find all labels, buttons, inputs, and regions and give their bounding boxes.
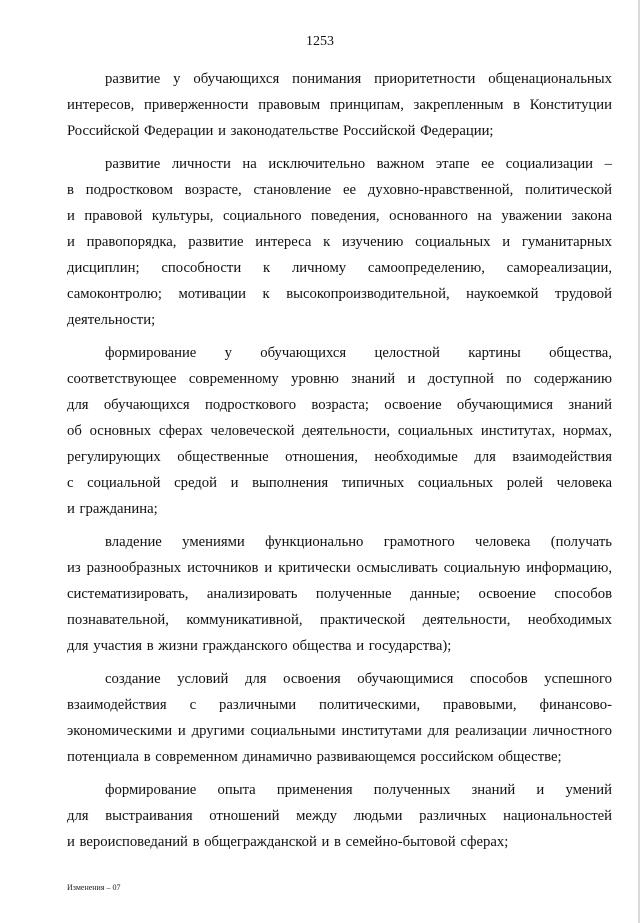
paragraph <box>67 151 612 333</box>
text-line: для участия в жизни гражданского общества и государства); <box>67 638 452 654</box>
paragraph <box>67 340 612 522</box>
paragraph <box>67 529 612 659</box>
text-line: с социальной средой и выполнения типичных социальных ролей человека <box>67 475 612 491</box>
text-line: формирование у обучающихся целостной картины общества, <box>105 345 612 361</box>
paragraph <box>67 666 612 770</box>
text-line: и вероисповеданий в общегражданской и в семейно-бытовой сферах; <box>67 834 509 850</box>
text-line: экономическими и другими социальными институтами для реализации личностного <box>67 723 612 739</box>
text-line: деятельности; <box>67 312 156 328</box>
text-line: развитие у обучающихся понимания приоритетности общенациональных <box>105 71 612 87</box>
text-line: познавательной, коммуникативной, практической деятельности, необходимых <box>67 612 612 628</box>
page-number: 1253 <box>306 34 334 49</box>
document-body <box>67 66 612 862</box>
text-line: самоконтролю; мотивации к высокопроизводительной, наукоемкой трудовой <box>67 286 612 302</box>
text-line: интересов, приверженности правовым принципам, закрепленным в Конституции <box>67 97 612 113</box>
text-line: создание условий для освоения обучающимися способов успешного <box>105 671 612 687</box>
text-line: и правопорядка, развитие интереса к изучению социальных и гуманитарных <box>67 234 612 250</box>
text-line: систематизировать, анализировать полученные данные; освоение способов <box>67 586 612 602</box>
text-line: формирование опыта применения полученных знаний и умений <box>105 782 612 798</box>
paragraph <box>67 66 612 144</box>
text-line: потенциала в современном динамично развивающемся российском обществе; <box>67 749 562 765</box>
text-line: соответствующее современному уровню знаний и доступной по содержанию <box>67 371 612 387</box>
text-line: развитие личности на исключительно важном этапе ее социализации – <box>105 156 612 172</box>
text-line: взаимодействия с различными политическими, правовыми, финансово- <box>67 697 612 713</box>
text-line: и правовой культуры, социального поведения, основанного на уважении закона <box>67 208 612 224</box>
text-line: об основных сферах человеческой деятельности, социальных институтах, нормах, <box>67 423 612 439</box>
paragraph <box>67 777 612 855</box>
text-line: и гражданина; <box>67 501 158 517</box>
text-line: регулирующих общественные отношения, необходимые для взаимодействия <box>67 449 612 465</box>
text-line: Российской Федерации и законодательстве Российской Федерации; <box>67 123 494 139</box>
text-line: в подростковом возрасте, становление ее духовно-нравственной, политической <box>67 182 612 198</box>
text-line: дисциплин; способности к личному самоопределению, самореализации, <box>67 260 612 276</box>
text-line: для обучающихся подросткового возраста; освоение обучающимися знаний <box>67 397 612 413</box>
text-line: из разнообразных источников и критически осмысливать социальную информацию, <box>67 560 612 576</box>
text-line: для выстраивания отношений между людьми различных национальностей <box>67 808 612 824</box>
text-line: владение умениями функционально грамотного человека (получать <box>105 534 612 550</box>
footer-note: Изменения – 07 <box>67 883 121 892</box>
